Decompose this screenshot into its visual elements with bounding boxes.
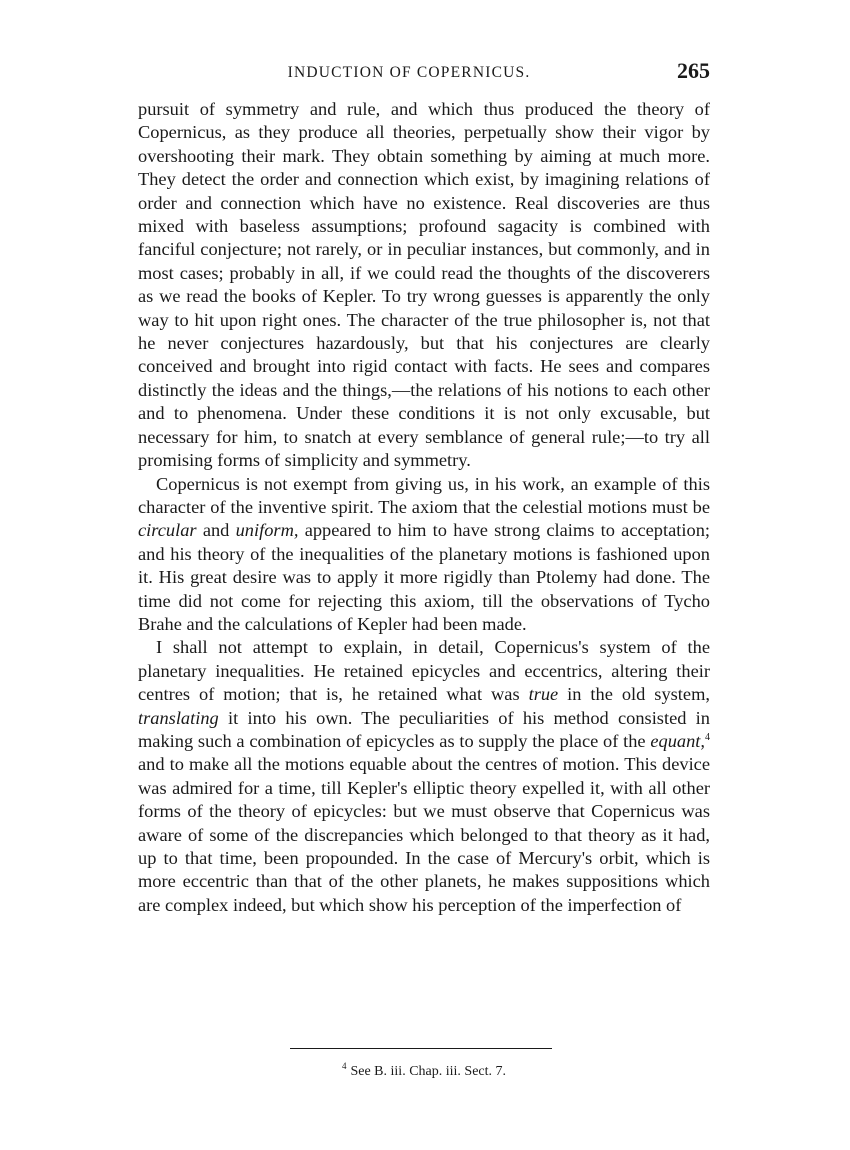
footnote — [138, 1061, 710, 1080]
emphasized-text: true — [528, 684, 559, 705]
paragraph-text: in the old system, — [558, 684, 710, 705]
footnote-reference: 4 — [705, 731, 710, 743]
running-header — [138, 58, 710, 92]
paragraph-text: I shall not attempt to explain, in detail, Copernicus's system of the planetary inequalities. He retained epicycles and eccentrics, altering their centres of motion; that is, he retained what was — [138, 637, 710, 705]
paragraph-text: Copernicus is not exempt from giving us, in his work, an example of this character of the inventive spirit. The axiom that the celestial motions must be — [138, 473, 710, 517]
paragraph-text: and — [196, 520, 236, 541]
footnote-text: See B. iii. Chap. iii. Sect. 7. — [350, 1064, 507, 1079]
chapter-title: INDUCTION OF COPERNICUS. — [287, 64, 531, 81]
page-content — [138, 58, 710, 917]
page-number: 265 — [677, 58, 710, 83]
paragraph-text: it into his own. The peculiarities of his method consisted in making such a combination of epicycles as to supply the place of the — [138, 707, 710, 751]
footnote-divider — [290, 1048, 552, 1049]
paragraph-text: pursuit of symmetry and rule, and which thus produced the theory of Copernicus, as they produce all theories, perpetually show their vigor by overshooting their mark. They obtain something by aiming at much more. They detect the order and connection which exist, by imagining relations of order and connection which have no existence. Real discoveries are thus mixed with baseless assumptions; profound sagacity is combined with fanciful conjecture; not rarely, or in peculiar instances, but commonly, and in most cases; probably in all, if we could read the thoughts of the discoverers as we read the books of Kepler. To try wrong guesses is apparently the only way to hit upon right ones. The character of the true philosopher is, not that he never conjectures hazardously, but that his conjectures are clearly conceived and brought into rigid contact with facts. He sees and compares distinctly the ideas and the things,—the relations of his notions to each other and to phenomena. Under these conditions it is not only excusable, but necessary for him, to snatch at every semblance of general rule;—to try all promising forms of simplicity and symmetry. — [138, 99, 710, 471]
paragraph — [138, 98, 710, 473]
footnote-marker: 4 — [341, 1061, 347, 1072]
emphasized-text: uniform, — [235, 520, 299, 541]
paragraph — [138, 473, 710, 637]
paragraph — [138, 636, 710, 917]
emphasized-text: translating — [138, 707, 219, 728]
body-text — [138, 98, 710, 917]
paragraph-text: and to make all the motions equable about the centres of motion. This device was admired for a time, till Kepler's elliptic theory expelled it, with all other forms of the theory of epicycles: but we must observe that Copernicus was aware of some of the discrepancies which belonged to that theory as it had, up to that time, been propounded. In the case of Mercury's orbit, which is more eccentric than that of the other planets, he makes suppositions which are complex indeed, but which show his perception of the imperfection of — [138, 754, 710, 915]
emphasized-text: equant, — [650, 730, 705, 751]
paragraph-text: appeared to him to have strong claims to acceptation; and his theory of the inequalities of the planetary motions is fashioned upon it. His great desire was to apply it more rigidly than Ptolemy had done. The time did not come for rejecting this axiom, till the observations of Tycho Brahe and the calculations of Kepler had been made. — [138, 520, 710, 634]
emphasized-text: circular — [138, 520, 197, 541]
